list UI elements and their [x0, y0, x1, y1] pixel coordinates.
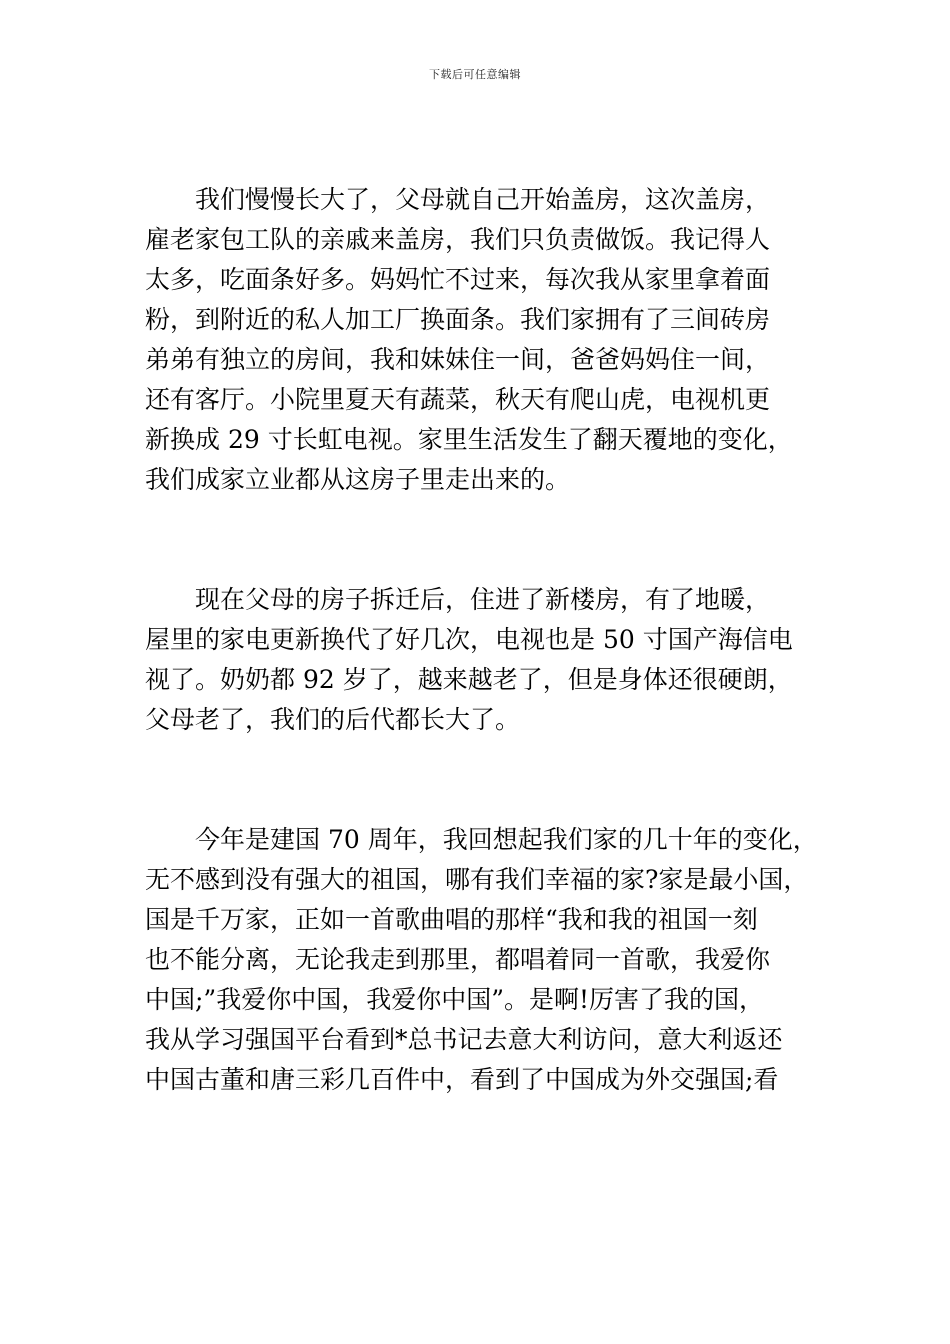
document-body	[145, 180, 835, 1100]
text-line: 屋里的家电更新换代了好几次，电视也是 50 寸国产海信电	[145, 625, 793, 654]
text-line: 我们慢慢长大了，父母就自己开始盖房，这次盖房，	[145, 185, 771, 214]
text-line: 我从学习强国平台看到*总书记去意大利访问，意大利返还	[145, 1025, 783, 1054]
text-line: 粉，到附近的私人加工厂换面条。我们家拥有了三间砖房	[145, 305, 771, 334]
paragraph-3	[145, 820, 835, 1100]
page-header: 下载后可任意编辑	[429, 68, 521, 81]
text-line: 新换成 29 寸长虹电视。家里生活发生了翻天覆地的变化，	[145, 425, 793, 454]
paragraph-1	[145, 180, 835, 500]
text-line: 太多，吃面条好多。妈妈忙不过来，每次我从家里拿着面	[145, 265, 771, 294]
text-line: 视了。奶奶都 92 岁了，越来越老了，但是身体还很硬朗，	[145, 665, 793, 694]
text-line: 中国古董和唐三彩几百件中，看到了中国成为外交强国;看	[145, 1065, 779, 1094]
text-line: 无不感到没有强大的祖国，哪有我们幸福的家?家是最小国，	[145, 865, 809, 894]
text-line: 现在父母的房子拆迁后，住进了新楼房，有了地暖，	[145, 585, 771, 614]
text-line: 中国;”我爱你中国，我爱你中国”。是啊!厉害了我的国，	[145, 985, 765, 1014]
text-line: 父母老了，我们的后代都长大了。	[145, 705, 521, 734]
text-line: 也不能分离，无论我走到那里，都唱着同一首歌，我爱你	[145, 945, 771, 974]
text-line: 弟弟有独立的房间，我和妹妹住一间，爸爸妈妈住一间，	[145, 345, 771, 374]
text-line: 国是千万家，正如一首歌曲唱的那样“我和我的祖国一刻	[145, 905, 758, 934]
text-line: 今年是建国 70 周年，我回想起我们家的几十年的变化，	[145, 825, 818, 854]
text-line: 我们成家立业都从这房子里走出来的。	[145, 465, 571, 494]
paragraph-2	[145, 580, 835, 740]
text-line: 雇老家包工队的亲戚来盖房，我们只负责做饭。我记得人	[145, 225, 771, 254]
text-line: 还有客厅。小院里夏天有蔬菜，秋天有爬山虎，电视机更	[145, 385, 771, 414]
